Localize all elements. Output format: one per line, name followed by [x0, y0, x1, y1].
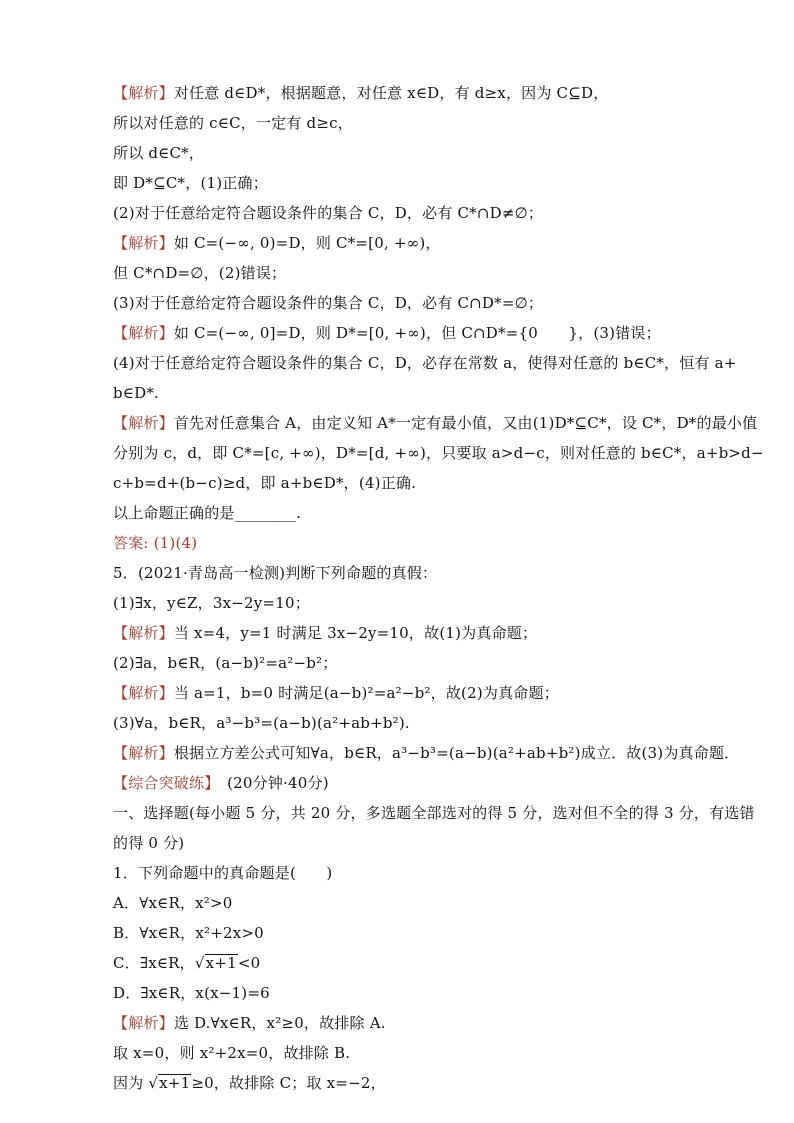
- text-segment: c+b=d+(b−c)≥d，即 a+b∈D*，(4)正确.: [113, 474, 417, 492]
- text-line: [113, 468, 713, 498]
- text-segment: 当 a=1，b=0 时满足(a−b)²=a²−b²，故(2)为真命题；: [173, 684, 559, 702]
- text-line: [113, 438, 764, 468]
- text-line: [113, 78, 713, 108]
- highlight-label: 【解析】: [113, 324, 174, 342]
- text-line: [113, 228, 713, 258]
- text-line: [113, 378, 713, 408]
- text-line: [113, 588, 713, 618]
- text-line: [113, 708, 713, 738]
- highlight-label: 【解析】: [113, 744, 174, 762]
- text-segment: 根据立方差公式可知∀a，b∈R，a³−b³=(a−b)(a²+ab+b²)成立．故(3)为真命题．: [173, 744, 740, 762]
- text-line: [113, 828, 713, 858]
- text-segment: 以上命题正确的是________.: [113, 504, 302, 522]
- text-segment: 如 C=(−∞, 0)=D，则 C*=[0, +∞)，: [173, 234, 441, 252]
- text-segment: b∈D*.: [113, 384, 159, 402]
- text-line: [113, 738, 740, 768]
- text-line: [113, 1068, 713, 1098]
- text-line: [113, 648, 713, 678]
- text-segment: C．∃x∈R，: [113, 954, 195, 972]
- text-segment: 如 C=(−∞, 0]=D，则 D*=[0, +∞)，但 C∩D*={0 }，(3)错误；: [173, 324, 661, 342]
- highlight-label: 【解析】: [113, 234, 174, 252]
- text-line: [113, 1008, 713, 1038]
- text-line: [113, 618, 713, 648]
- text-segment: 但 C*∩D=∅，(2)错误；: [113, 264, 287, 282]
- text-segment: <0: [237, 954, 261, 972]
- text-line: [113, 168, 713, 198]
- text-segment: 对任意 d∈D*，根据题意，对任意 x∈D，有 d≥x，因为 C⊆D，: [173, 84, 609, 102]
- highlight-label: 【解析】: [113, 624, 174, 642]
- text-line: [113, 198, 713, 228]
- text-segment: 当 x=4，y=1 时满足 3x−2y=10，故(1)为真命题；: [173, 624, 538, 642]
- text-segment: (4)对于任意给定符合题设条件的集合 C，D，必存在常数 a，使得对任意的 b∈C*，恒有 a+: [113, 354, 737, 372]
- text-segment: B．∀x∈R，x²+2x>0: [113, 924, 264, 942]
- text-segment: 1．下列命题中的真命题是( ): [113, 864, 333, 882]
- text-line: [113, 288, 713, 318]
- text-line: [113, 138, 713, 168]
- radical-sign-icon: √: [194, 954, 205, 972]
- highlight-label: 【解析】: [113, 684, 174, 702]
- text-line: [113, 858, 713, 888]
- radicand: x+1: [205, 954, 237, 972]
- highlight-label: 【解析】: [113, 1014, 174, 1032]
- highlight-label: 【解析】: [113, 414, 174, 432]
- text-line: [113, 798, 755, 828]
- text-line: [113, 948, 713, 978]
- sqrt-expression: [195, 954, 238, 972]
- text-segment: 一、选择题(每小题 5 分，共 20 分，多选题全部选对的得 5 分，选对但不全的得 3 分，有选错: [113, 804, 755, 822]
- highlight-label: 答案: (1)(4): [113, 534, 198, 552]
- text-segment: 的得 0 分): [113, 834, 185, 852]
- text-line: [113, 408, 758, 438]
- text-segment: ≥0，故排除 C；取 x=−2，: [191, 1074, 386, 1092]
- text-line: [113, 318, 713, 348]
- text-segment: 因为: [113, 1074, 149, 1092]
- text-segment: (3)对于任意给定符合题设条件的集合 C，D，必有 C∩D*=∅；: [113, 294, 544, 312]
- text-line: [113, 1038, 713, 1068]
- text-segment: 所以 d∈C*，: [113, 144, 205, 162]
- text-line: [113, 768, 713, 798]
- radical-sign-icon: √: [148, 1074, 159, 1092]
- text-segment: 取 x=0，则 x²+2x=0，故排除 B.: [113, 1044, 351, 1062]
- text-line: [113, 498, 713, 528]
- text-segment: 首先对任意集合 A，由定义知 A*一定有最小值，又由(1)D*⊆C*，设 C*，D*的最小值: [173, 414, 758, 432]
- text-segment: (2)对于任意给定符合题设条件的集合 C，D，必有 C*∩D≠∅；: [113, 204, 544, 222]
- highlight-label: 【解析】: [113, 84, 174, 102]
- text-segment: (20分钟·40分): [211, 774, 329, 792]
- text-line: [113, 258, 713, 288]
- text-line: [113, 888, 713, 918]
- highlight-label: 【综合突破练】: [113, 774, 212, 792]
- radicand: x+1: [159, 1074, 191, 1092]
- text-segment: (2)∃a，b∈R，(a−b)²=a²−b²；: [113, 654, 338, 672]
- text-line: [113, 348, 737, 378]
- text-line: [113, 918, 713, 948]
- text-line: [113, 108, 713, 138]
- text-segment: D．∃x∈R，x(x−1)=6: [113, 984, 270, 1002]
- text-line: [113, 558, 713, 588]
- text-segment: A．∀x∈R，x²>0: [113, 894, 233, 912]
- sqrt-expression: [148, 1074, 191, 1092]
- text-line: [113, 528, 713, 558]
- text-segment: (3)∀a，b∈R，a³−b³=(a−b)(a²+ab+b²).: [113, 714, 410, 732]
- text-segment: 所以对任意的 c∈C，一定有 d≥c，: [113, 114, 353, 132]
- text-line: [113, 978, 713, 1008]
- text-segment: 选 D.∀x∈R，x²≥0，故排除 A.: [173, 1014, 386, 1032]
- document-content: [113, 78, 764, 1098]
- text-segment: 5．(2021·青岛高一检测)判断下列命题的真假：: [113, 564, 438, 582]
- text-segment: (1)∃x，y∈Z，3x−2y=10；: [113, 594, 310, 612]
- text-segment: 即 D*⊆C*，(1)正确；: [113, 174, 268, 192]
- text-line: [113, 678, 713, 708]
- text-segment: 分别为 c，d，即 C*=[c, +∞)，D*=[d, +∞)，只要取 a>d−c，则对任意的 b∈C*，a+b>d−: [113, 444, 764, 462]
